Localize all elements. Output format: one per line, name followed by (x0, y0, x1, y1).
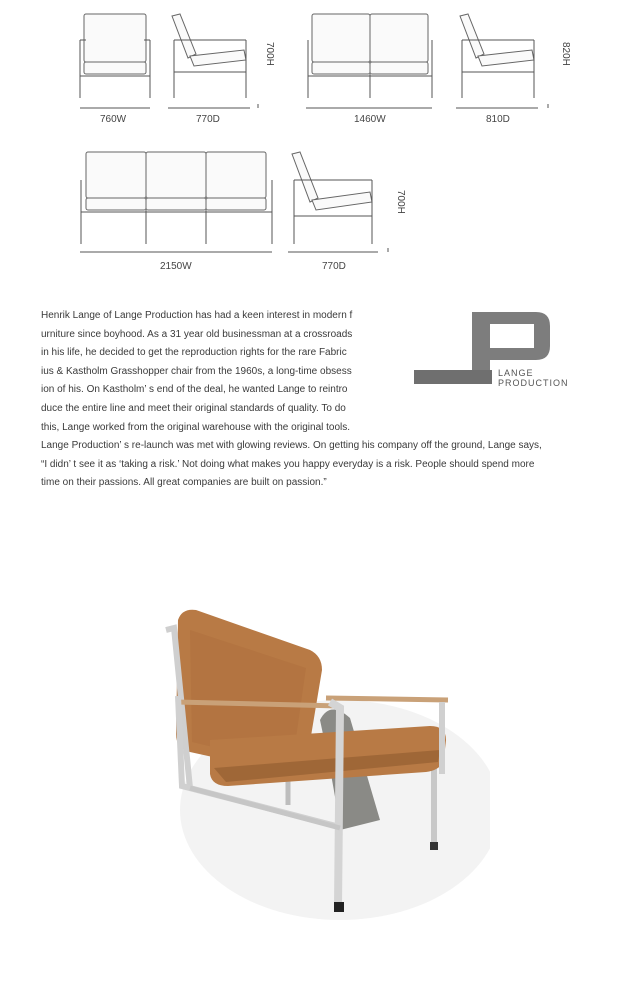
story-line: Henrik Lange of Lange Production has had a keen interest in modern f (41, 310, 353, 321)
story-line: ius & Kastholm Grasshopper chair from the 1960s, a long-time obsess (41, 365, 352, 377)
sofa-2-seat-front-drawing (306, 10, 434, 102)
height-label-700-row2: 700H (395, 190, 406, 214)
story-line: duce the entire line and meet their original standards of quality. To do (41, 402, 346, 414)
story-line: ion of his. On Kastholm’ s end of the deal, he wanted Lange to reintro (41, 384, 348, 396)
story-line: this, Lange worked from the original warehouse with the original tools. (41, 421, 351, 433)
story-line: time on their passions. All great companies are built on passion.” (41, 477, 327, 489)
story-line: in his life, he decided to get the reproduction rights for the rare Fabric (41, 347, 347, 359)
sofa-2-seat-side-drawing (454, 10, 540, 102)
height-label-700: 700H (264, 42, 275, 66)
width-label-1460: 1460W (354, 114, 386, 125)
width-label-760: 760W (100, 114, 127, 125)
depth-label-810: 810D (486, 114, 510, 125)
depth-label-770-row2: 770D (322, 261, 346, 272)
sofa-3-seat-side-drawing (286, 150, 378, 246)
leather-lounge-chair-photo (130, 590, 490, 930)
armchair-side-drawing (166, 10, 252, 102)
lange-production-logo (410, 312, 582, 388)
height-label-820: 820H (560, 42, 571, 66)
armchair-front-drawing (78, 10, 154, 102)
story-line: urniture since boyhood. As a 31 year old businessman at a crossroads (41, 328, 353, 340)
sofa-3-seat-front-drawing (78, 150, 276, 246)
dimension-lines-row1 (0, 104, 620, 112)
logo-text-line2: PRODUCTION (498, 378, 569, 388)
width-label-2150: 2150W (160, 261, 192, 272)
story-line: Lange Production’ s re-launch was met with glowing reviews. On getting his company off the ground, Lange says, (41, 440, 542, 452)
dimension-lines-row2 (0, 248, 620, 256)
logo-text-line1: LANGE (498, 368, 534, 378)
depth-label-770: 770D (196, 114, 220, 125)
story-line: “I didn’ t see it as ‘taking a risk.’ Not doing what makes you happy everyday is a risk. People should spend more (41, 458, 535, 470)
